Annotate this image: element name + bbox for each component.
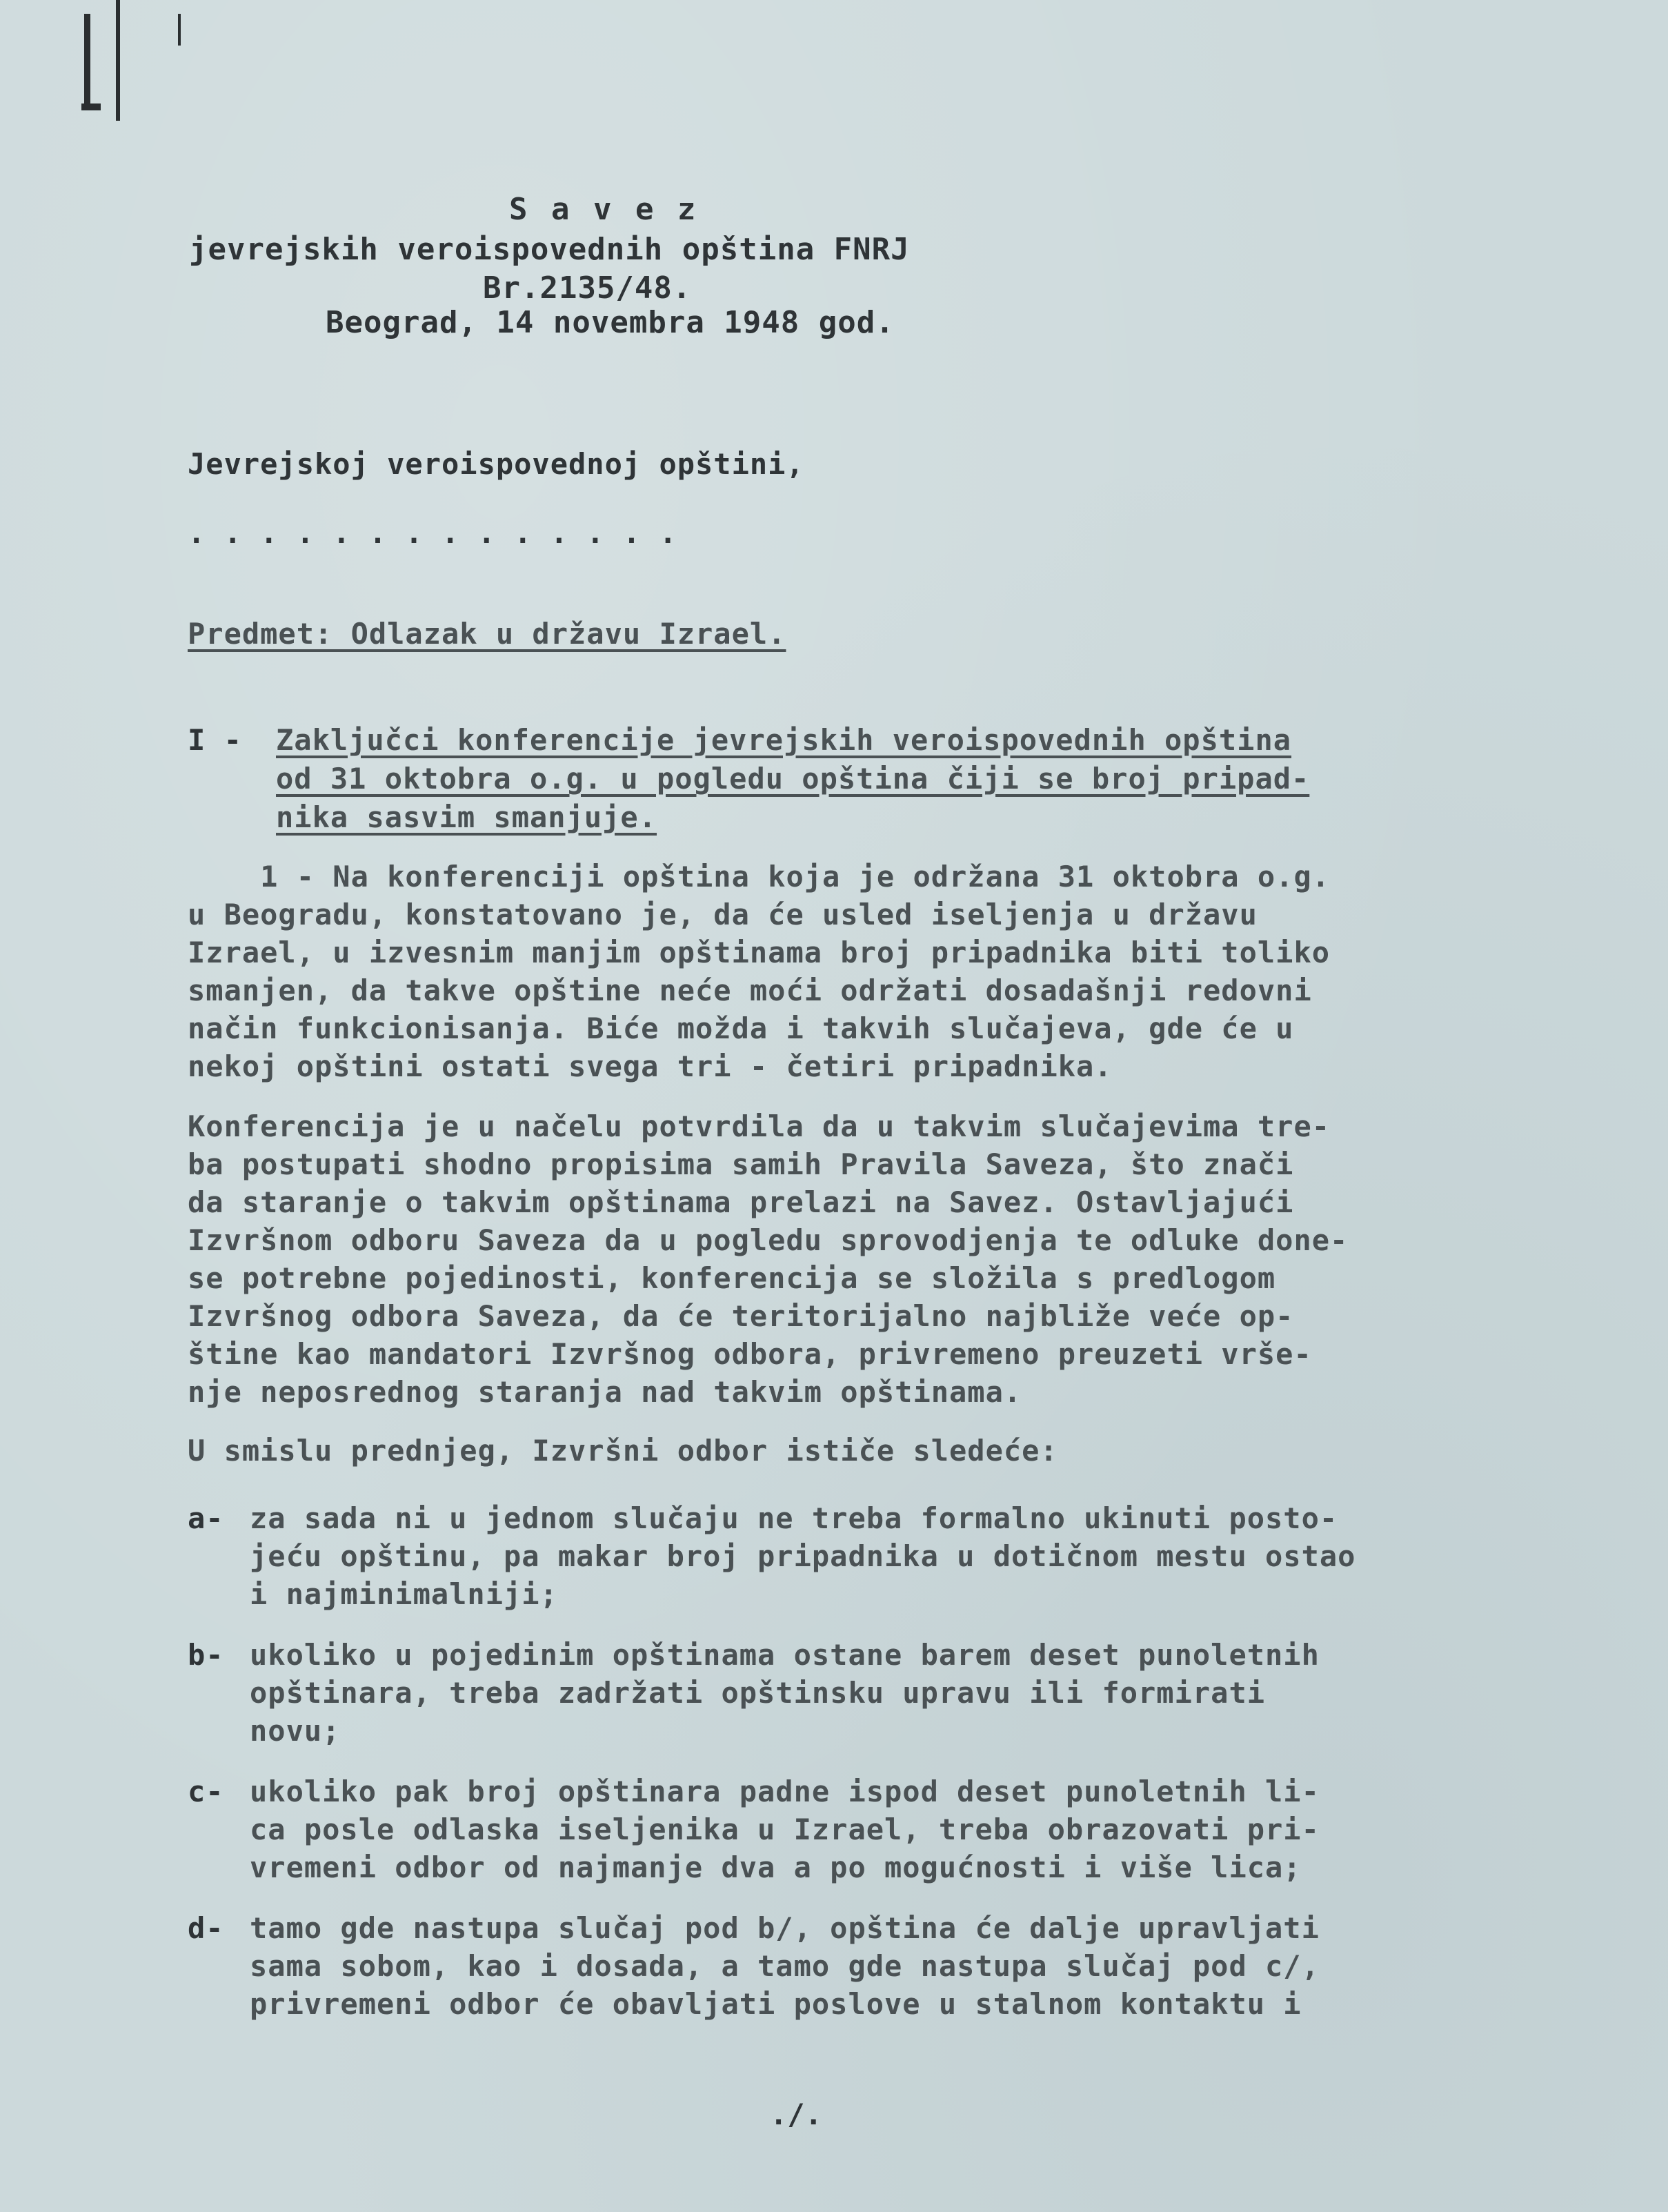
list-marker: c- (188, 1775, 224, 1808)
paragraph-line: 1 - Na konferenciji opština koja je održana 31 oktobra o.g. (188, 860, 1331, 893)
org-full-name: jevrejskih veroispovednih opština FNRJ (189, 232, 910, 267)
list-item-line: za sada ni u jednom slučaju ne treba formalno ukinuti posto- (250, 1501, 1338, 1535)
list-item-line: jeću opštinu, pa makar broj pripadnika u dotičnom mestu ostao (250, 1539, 1356, 1573)
subject-line: Predmet: Odlazak u državu Izrael. (188, 617, 786, 651)
paragraph-line: u Beogradu, konstatovano je, da će usled iseljenja u državu (188, 898, 1258, 931)
section-title-line: Zaključci konferencije jevrejskih veroispovednih opština (276, 723, 1292, 757)
list-item-line: ca posle odlaska iseljenika u Izrael, treba obrazovati pri- (250, 1813, 1320, 1846)
list-item-line: tamo gde nastupa slučaj pod b/, opština će dalje upravljati (250, 1911, 1320, 1945)
list-item-line: vremeni odbor od najmanje dva a po mogućnosti i više lica; (250, 1850, 1302, 1884)
continuation-mark: ./. (770, 2097, 822, 2131)
binding-mark (116, 0, 120, 121)
addressee-line: Jevrejskoj veroispovednoj opštini, (188, 447, 804, 481)
paragraph-line: Konferencija je u načelu potvrdila da u takvim slučajevima tre- (188, 1109, 1331, 1143)
section-numeral: I - (188, 723, 242, 757)
list-item-line: ukoliko u pojedinim opštinama ostane barem deset punoletnih (250, 1638, 1320, 1672)
list-item-line: privremeni odbor će obavljati poslove u stalnom kontaktu i (250, 1987, 1302, 2021)
paragraph-line: smanjen, da takve opštine neće moći održati dosadašnji redovni (188, 974, 1312, 1007)
reference-number: Br.2135/48. (483, 270, 692, 306)
list-marker: a- (188, 1501, 224, 1535)
list-item-line: opštinara, treba zadržati opštinsku upravu ili formirati (250, 1676, 1266, 1710)
binding-mark (178, 14, 181, 46)
paragraph-line: način funkcionisanja. Biće možda i takvih slučajeva, gde će u (188, 1011, 1294, 1045)
paragraph-line: se potrebne pojedinosti, konferencija se složila s predlogom (188, 1261, 1276, 1295)
list-marker: b- (188, 1638, 224, 1672)
paragraph-line: Izvršnog odbora Saveza, da će teritorijalno najbliže veće op- (188, 1299, 1294, 1333)
binding-mark (81, 103, 101, 110)
list-marker: d- (188, 1911, 224, 1945)
paragraph-line: Izvršnom odboru Saveza da u pogledu sprovodjenja te odluke done- (188, 1223, 1349, 1257)
paragraph-line: štine kao mandatori Izvršnog odbora, privremeno preuzeti vrše- (188, 1337, 1312, 1371)
section-title-line: od 31 oktobra o.g. u pogledu opština čiji se broj pripad- (276, 762, 1310, 796)
place-and-date: Beograd, 14 novembra 1948 god. (326, 305, 895, 340)
list-item-line: i najminimalniji; (250, 1577, 558, 1611)
paragraph-line: nje neposrednog staranja nad takvim opštinama. (188, 1375, 1022, 1409)
paragraph-line: ba postupati shodno propisima samih Pravila Saveza, što znači (188, 1147, 1294, 1181)
list-item-line: novu; (250, 1714, 341, 1748)
addressee-placeholder: . . . . . . . . . . . . . . (188, 516, 677, 550)
paragraph-line: Izrael, u izvesnim manjim opštinama broj pripadnika biti toliko (188, 936, 1331, 969)
list-item-line: sama sobom, kao i dosada, a tamo gde nastupa slučaj pod c/, (250, 1949, 1320, 1983)
org-name: S a v e z (509, 192, 699, 227)
section-title-line: nika sasvim smanjuje. (276, 800, 657, 834)
binding-mark (84, 14, 90, 110)
paragraph-line: da staranje o takvim opštinama prelazi na Savez. Ostavljajući (188, 1185, 1294, 1219)
paragraph-line: nekoj opštini ostati svega tri - četiri pripadnika. (188, 1049, 1113, 1083)
list-item-line: ukoliko pak broj opštinara padne ispod deset punoletnih li- (250, 1775, 1320, 1808)
paragraph-line: U smislu prednjeg, Izvršni odbor ističe sledeće: (188, 1434, 1058, 1468)
